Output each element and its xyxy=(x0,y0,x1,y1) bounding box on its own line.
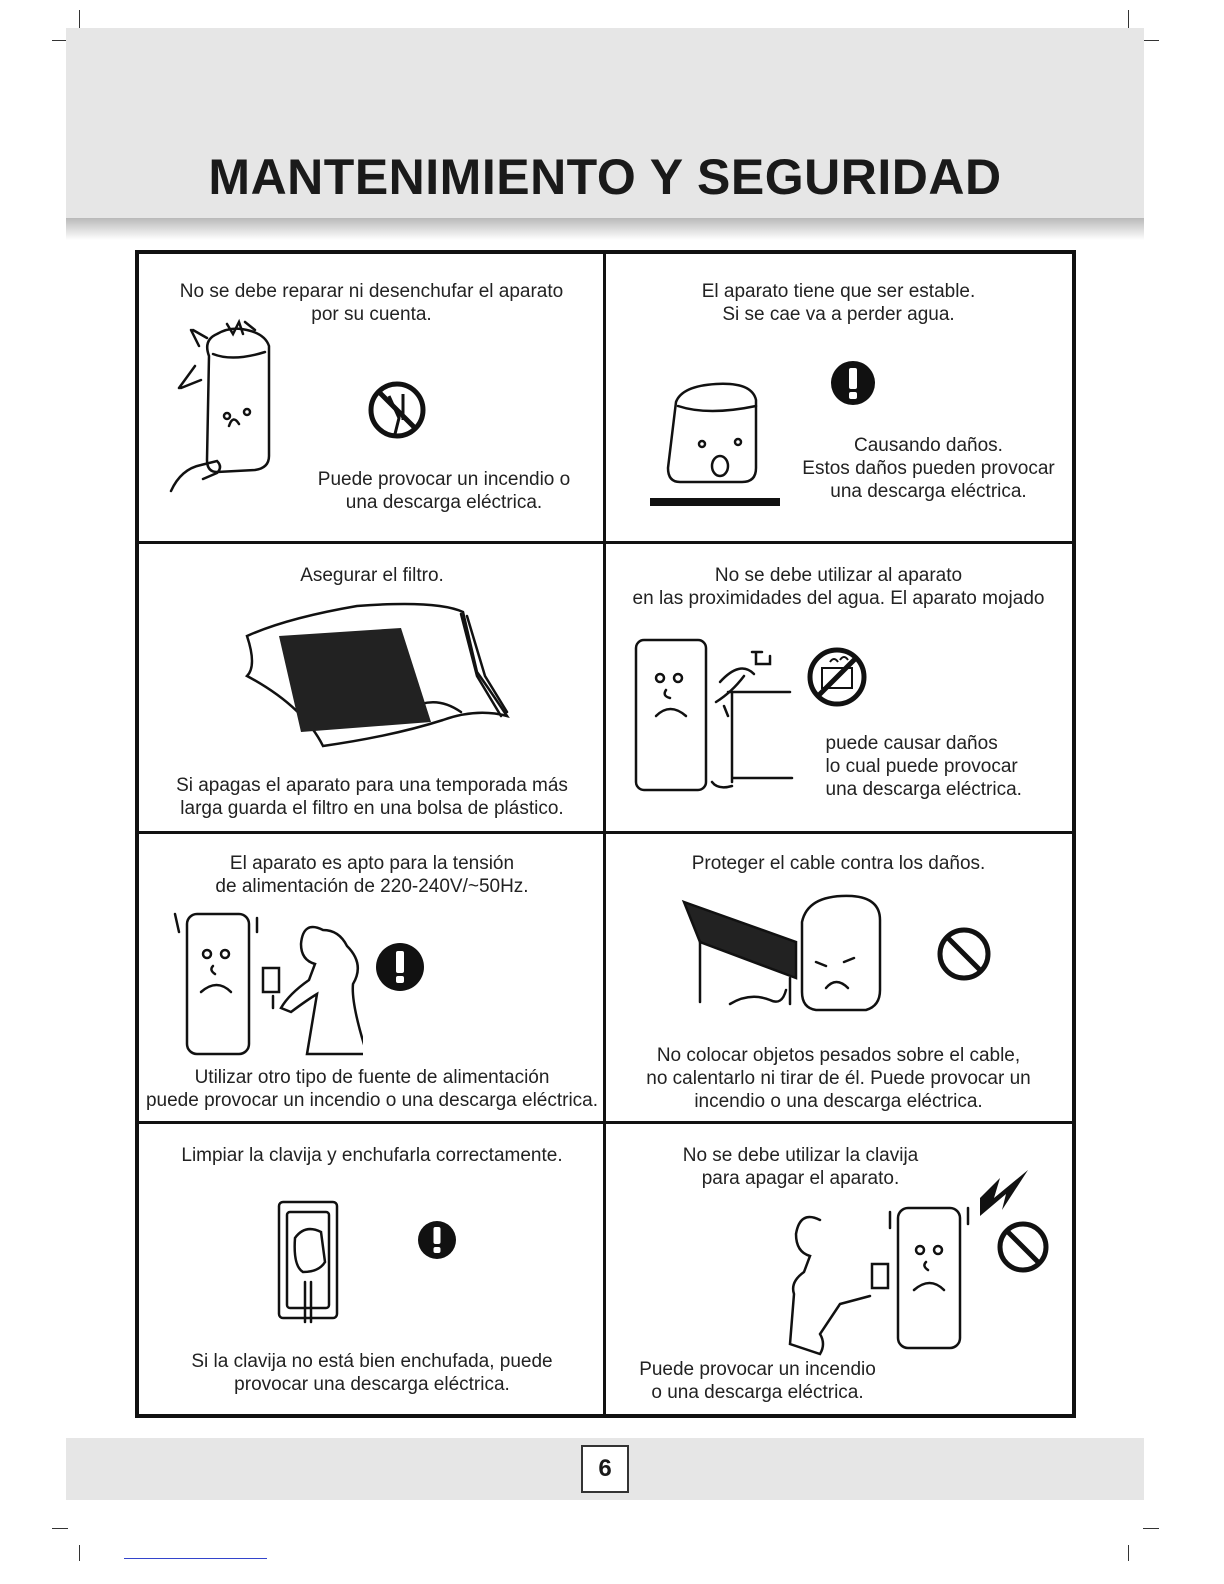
crop-mark xyxy=(1143,40,1159,41)
crop-mark xyxy=(79,10,80,28)
safety-grid xyxy=(135,250,1076,1418)
person-plugging-appliance-illustration xyxy=(173,910,363,1060)
safety-cell-unplug xyxy=(606,1124,1073,1414)
warning-exclamation-icon xyxy=(830,360,876,406)
appliance-near-water-illustration xyxy=(632,632,797,802)
cell-consequence: Puede provocar un incendio o una descarga eléctrica. xyxy=(317,469,571,513)
crop-mark xyxy=(1128,10,1129,28)
cell-consequence: Puede provocar un incendio o una descarga eléctrica. xyxy=(639,1359,876,1403)
cell-consequence: Utilizar otro tipo de fuente de alimentación puede provocar un incendio o una descarga eléctrica. xyxy=(145,1067,599,1111)
cell-consequence: No colocar objetos pesados sobre el cable, no calentarlo ni tirar de él. Puede provocar un incendio o una descarga eléctrica. xyxy=(646,1045,1031,1112)
prohibition-icon xyxy=(936,926,992,982)
prohibition-screwdriver-icon xyxy=(367,380,427,440)
cell-consequence: Si la clavija no está bien enchufada, puede provocar una descarga eléctrica. xyxy=(191,1351,553,1395)
crop-mark xyxy=(79,1545,80,1561)
prohibition-water-icon xyxy=(806,646,868,708)
safety-cell-cable xyxy=(606,834,1073,1124)
prohibition-icon xyxy=(996,1220,1050,1274)
cell-instruction: Limpiar la clavija y enchufarla correctamente. xyxy=(181,1145,563,1166)
crop-mark xyxy=(1143,1528,1159,1529)
plug-in-socket-illustration xyxy=(275,1198,341,1328)
cell-instruction: No se debe utilizar la clavija para apagar el aparato. xyxy=(682,1145,919,1189)
warning-exclamation-icon xyxy=(375,942,425,992)
safety-cell-voltage xyxy=(139,834,606,1124)
safety-cell-stable xyxy=(606,254,1073,544)
safety-cell-filter xyxy=(139,544,606,834)
cell-consequence: Si apagas el aparato para una temporada más larga guarda el filtro en una bolsa de plástico. xyxy=(176,775,568,819)
cable-damage-illustration xyxy=(680,892,890,1022)
safety-cell-repair xyxy=(139,254,606,544)
cell-instruction: El aparato es apto para la tensión de alimentación de 220-240V/~50Hz. xyxy=(215,853,529,897)
page-number: 6 xyxy=(581,1445,629,1493)
cell-instruction: Proteger el cable contra los daños. xyxy=(691,853,986,874)
safety-cell-water xyxy=(606,544,1073,834)
cell-instruction: No se debe reparar ni desenchufar el aparato por su cuenta. xyxy=(179,281,564,325)
page-title: MANTENIMIENTO Y SEGURIDAD xyxy=(208,149,1002,205)
crop-mark xyxy=(1128,1545,1129,1561)
appliance-repair-illustration xyxy=(169,316,279,496)
filter-in-bag-illustration xyxy=(241,602,511,752)
cell-instruction: No se debe utilizar al aparato en las proximidades del agua. El aparato mojado xyxy=(632,565,1045,609)
appliance-stable-illustration xyxy=(650,380,785,510)
cell-consequence: Causando daños. Estos daños pueden provocar una descarga eléctrica. xyxy=(802,435,1055,502)
crop-mark xyxy=(52,1528,68,1529)
cell-instruction: El aparato tiene que ser estable. Si se cae va a perder agua. xyxy=(701,281,976,325)
safety-cell-plug xyxy=(139,1124,606,1414)
cell-consequence: puede causar daños lo cual puede provocar una descarga eléctrica. xyxy=(825,733,1022,800)
warning-exclamation-icon xyxy=(417,1220,457,1260)
underline-mark xyxy=(124,1558,267,1559)
cell-instruction: Asegurar el filtro. xyxy=(300,565,444,586)
header-shadow xyxy=(66,218,1144,240)
